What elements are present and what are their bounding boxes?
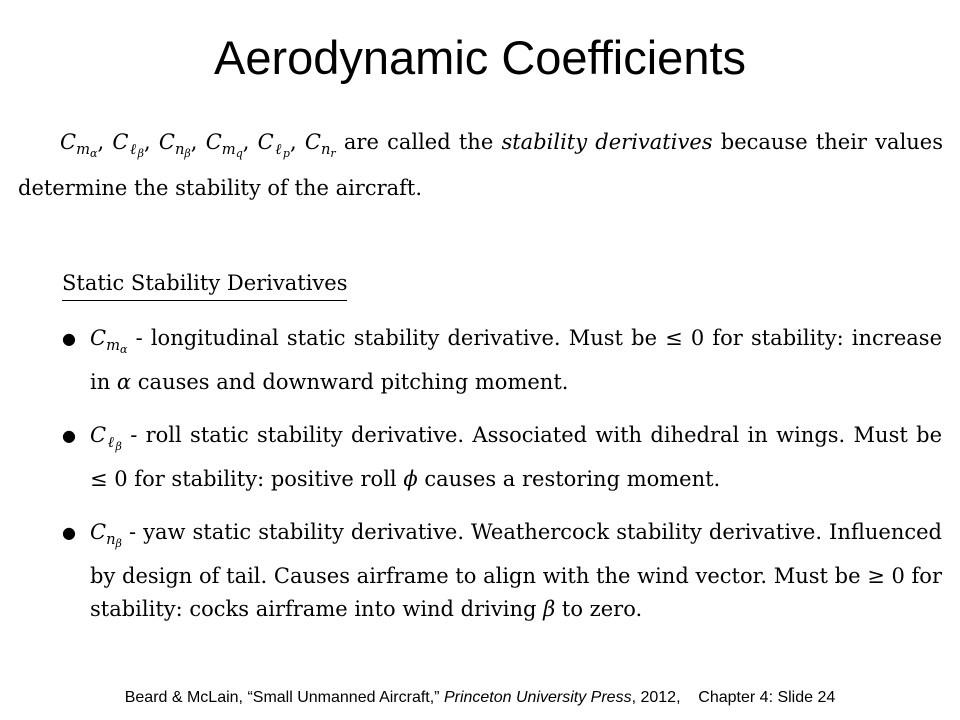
bullet-text: - roll static stability derivative. Associated with dihedral in wings. Must be ≤ 0 for stability: positive roll [90, 422, 942, 491]
footer-publisher: Princeton University Press [443, 689, 632, 706]
slide-title: Aerodynamic Coefficients [213, 31, 747, 84]
footer-citation: Beard & McLain, “Small Unmanned Aircraft,” [124, 689, 444, 706]
bullet-text: - longitudinal static stability derivative. Must be ≤ 0 for stability: increase in [90, 326, 942, 394]
intro-symbol: $C_{mq}$, [205, 130, 258, 160]
intro-text-tail: because their values determine the stability of the aircraft. [18, 130, 944, 200]
bullet-text-tail: causes a restoring moment. [417, 466, 721, 491]
section-heading: Static Stability Derivatives [62, 268, 347, 301]
bullet-symbol: $C_{\ell\beta}$ [90, 422, 122, 453]
intro-symbol: $C_{\ell\beta}$, [112, 130, 159, 160]
bullet-icon: ● [62, 522, 76, 542]
footer-chapter: Chapter 4: Slide 24 [698, 689, 836, 706]
bullet-item [62, 322, 942, 399]
bullet-list [62, 322, 942, 646]
bullet-item [62, 419, 942, 496]
bullet-item [62, 516, 942, 626]
intro-symbol: $C_{m\alpha}$, [60, 130, 113, 160]
intro-symbol: $C_{n\beta}$, [158, 130, 206, 160]
bullet-symbol: $C_{m\alpha}$ [90, 326, 128, 356]
bullet-text: - yaw static stability derivative. Weathercock stability derivative. Influenced by design of tail. Causes airframe to align with the wind vector. Must be ≥ 0 for stability: cocks airframe into wind driving [90, 519, 942, 621]
bullet-text-tail: to zero. [555, 596, 643, 621]
footer [0, 688, 960, 708]
intro-symbol: $C_{nr}$ [304, 130, 336, 160]
bullet-math: β [543, 596, 556, 621]
bullet-math: α [116, 369, 132, 394]
footer-year: , 2012, [631, 689, 681, 706]
intro-paragraph [18, 125, 943, 205]
bullet-text-tail: causes and downward pitching moment. [131, 369, 569, 394]
bullet-icon: ● [62, 425, 76, 445]
intro-text: are called the [335, 130, 502, 154]
bullet-math: ϕ [403, 466, 418, 491]
intro-symbol: $C_{\ell p}$, [257, 130, 305, 160]
intro-emphasis: stability derivatives [501, 130, 713, 154]
bullet-symbol: $C_{n\beta}$ [90, 519, 122, 550]
bullet-icon: ● [62, 329, 76, 348]
